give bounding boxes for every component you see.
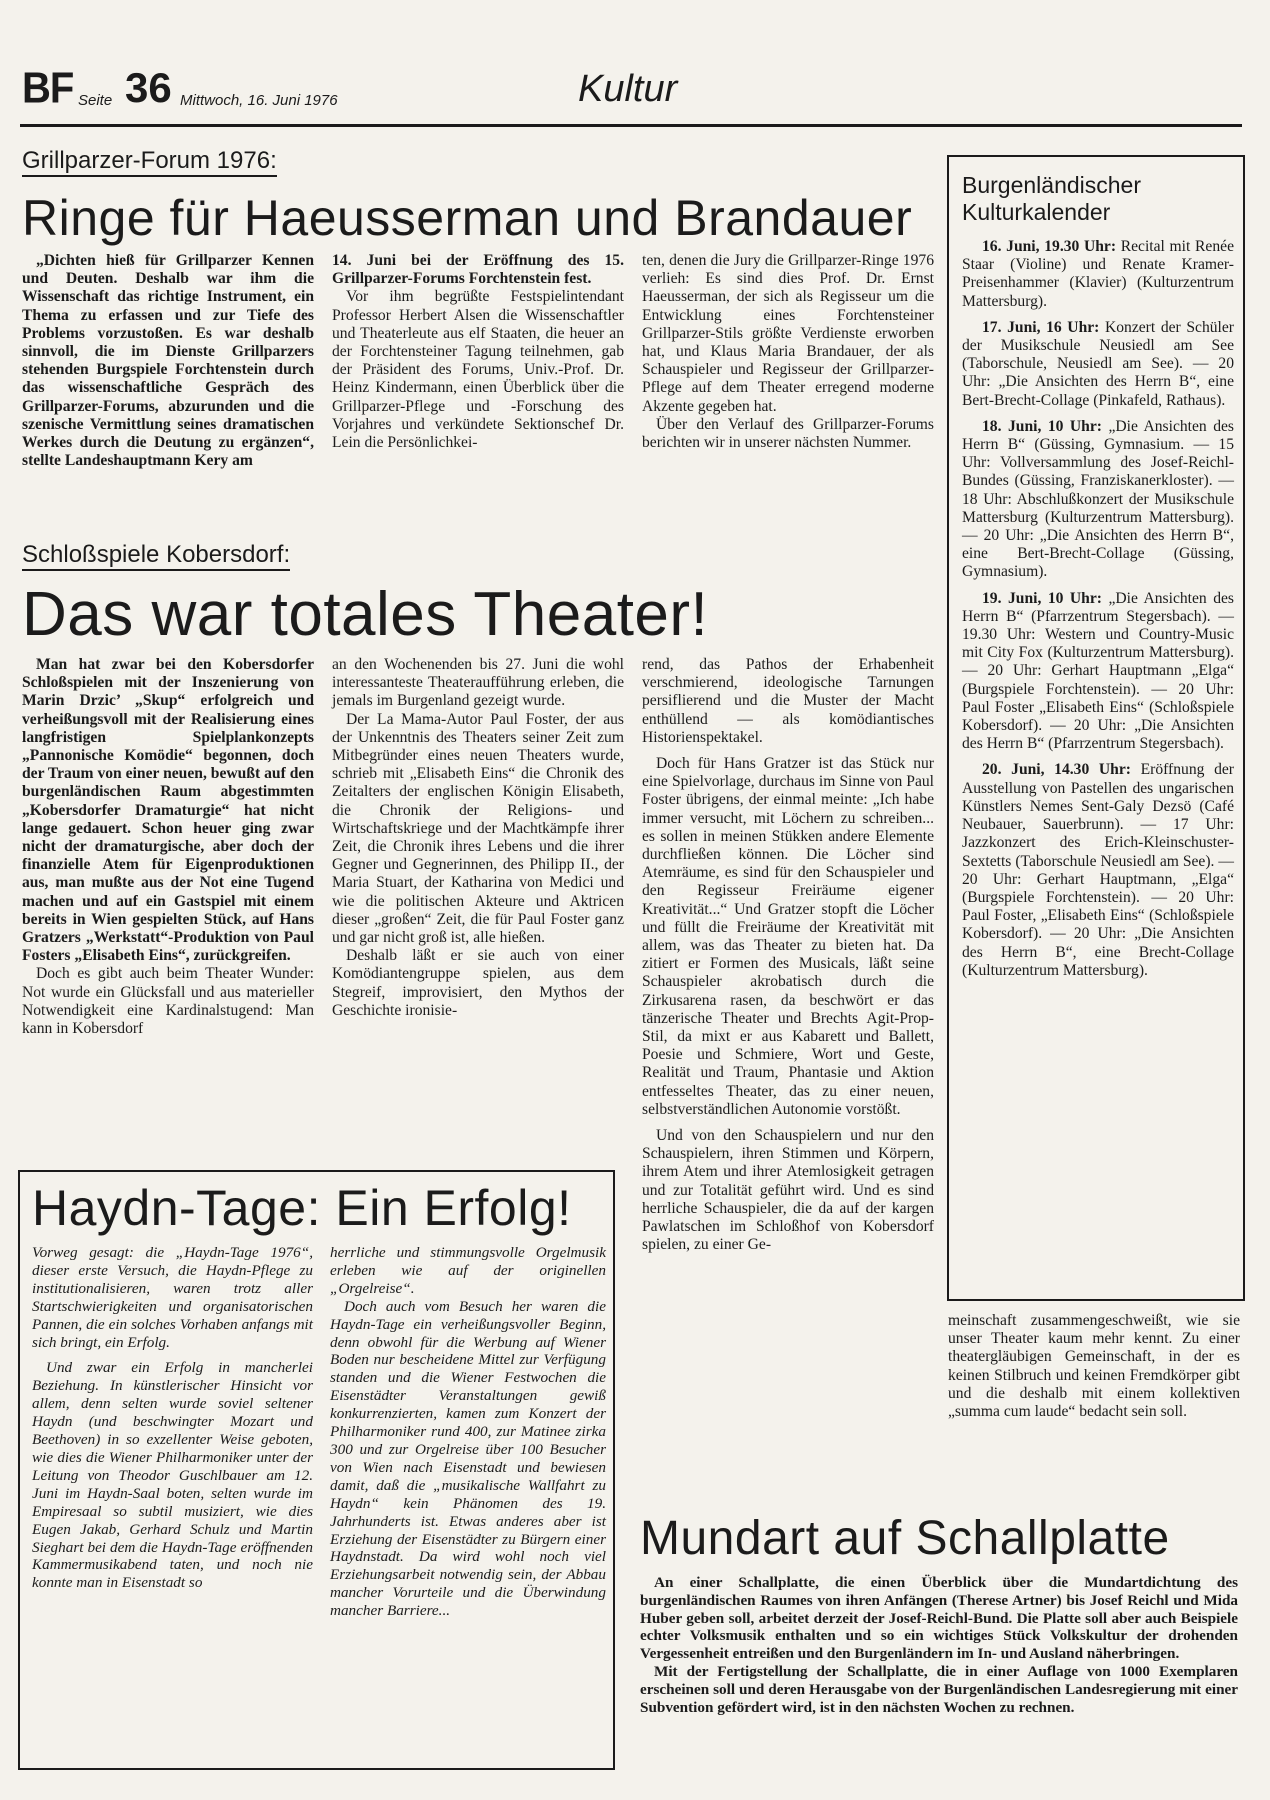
article2-column-1 (22, 656, 314, 1038)
article2-paragraph: Man hat zwar bei den Kobersdorfer Schloßspielen mit der Inszenierung von Marin Drzic’ „Skup“ erfolgreich und verheißungsvoll mit der Realisierung eines langfristigen Spielplankonzepts „Pannonische Komödie“ begonnen, doch der Traum von einer neuen, bewußt auf den burgenländischen Raum abgestimmten „Kobersdorfer Dramaturgie“ hat nicht lange gedauert. Schon heuer ging zwar nicht der dramaturgische, aber doch der finanzielle Atem für Eigenproduktionen aus, man mußte aus der Not eine Tugend machen und auf ein Gastspiel mit einem bereits in Wien gespielten Stück, auf Hans Gratzers „Werkstatt“-Produktion von Paul Fosters „Elisabeth Eins“, zurückgreifen. (22, 656, 314, 965)
mundart-paragraph: Mit der Fertigstellung der Schallplatte, die in einer Auflage von 1000 Exemplaren erscheinen soll und deren Herausgabe von der Burgenländischen Landesregierung mit einer Subvention gefördert wird, ist in den nächsten Wochen zu rechnen. (640, 1662, 1238, 1716)
newspaper-logo: BF (22, 64, 74, 113)
issue-date: Mittwoch, 16. Juni 1976 (180, 92, 338, 109)
kalender-entry (962, 590, 1234, 754)
article2-column-3 (642, 656, 934, 1255)
haydn-headline: Haydn-Tage: Ein Erfolg! (32, 1180, 572, 1236)
kalender-entry (962, 761, 1234, 979)
masthead-rule (20, 124, 1242, 127)
kalender-entry-text: Eröffnung der Ausstellung von Pastellen des ungarischen Künstlers Nemes Sent-Galy Dezsö (Café Neubauer, Sauerbrunn). — 17 Uhr: Jazzkonzert des Erich-Kleinschuster-Sextetts (Taborschule Neusiedl am See). — 20 Uhr: Gerhart Hauptmann, „Elga“ (Burgspiele Forchtenstein). — 20 Uhr: Paul Foster, „Elisabeth Eins“ (Schloßspiele Kobersdorf). — 20 Uhr: „Die Ansichten des Herrn B“, eine Brecht-Collage (Kulturzentrum Mattersburg). (962, 761, 1234, 979)
haydn-paragraph: Und zwar ein Erfolg in mancherlei Beziehung. In künstlerischer Hinsicht vor allem, denn selten wurde soviel seltener Haydn (und beschwingter Mozart und Beethoven) in so exzellenter Weise geboten, wie dies die Wiener Philharmoniker unter der Leitung von Theodor Guschlbauer am 12. Juni im Haydn-Saal boten, selten wurde im Empiresaal so subtil musiziert, wie dies Eugen Jakab, Gerhard Schulz und Martin Sieghart bei dem die Haydn-Tage eröffnenden Kammermusikabend taten, und noch nie konnte man in Eisenstadt so (32, 1359, 313, 1592)
kalender-entry (962, 238, 1234, 311)
article1-paragraph: 14. Juni bei der Eröffnung des 15. Grillparzer-Forums Forchtenstein fest. (332, 252, 624, 288)
article2-column-2 (332, 656, 624, 1020)
article1-paragraph: ten, denen die Jury die Grillparzer-Ringe 1976 verlieh: Es sind dies Prof. Dr. Ernst Haeusserman, der sich als Regisseur um die Entwicklung eines Forchtensteiner Grillparzer-Stils größte Verdienste erworben hat, und Klaus Maria Brandauer, der als Schauspieler und Regisseur der Grillparzer-Pflege auf dem Theater erregend moderne Akzente gegeben hat. (642, 252, 934, 415)
kalender-entry-text: Konzert der Schüler der Musikschule Neusiedl am See (Taborschule, Neusiedl am See). — 20 Uhr: „Die Ansichten des Herrn B“, eine Bert-Brecht-Collage (Pinkafeld, Rathaus). (962, 318, 1234, 409)
article1-kicker: Grillparzer-Forum 1976: (22, 148, 277, 177)
kalender-entry (962, 418, 1234, 582)
article1-column-3 (642, 252, 934, 452)
article1-paragraph: Über den Verlauf des Grillparzer-Forums berichten wir in unserer nächsten Nummer. (642, 415, 934, 452)
article2-kicker: Schloßspiele Kobersdorf: (22, 542, 290, 571)
article2-paragraph: Doch für Hans Gratzer ist das Stück nur eine Spielvorlage, durchaus im Sinne von Paul Foster übrigens, der einmal meinte: „Ich habe immer versucht, mit Löchern zu schreiben... es sollen in meinen Stükken andere Elemente durchfließen können. Die Löcher sind Atemräume, es sind für den Schauspieler und den Regisseur Freiräume eigener Kreativität...“ Und Gratzer stopft die Löcher und füllt die Freiräume der Kreativität mit allem, was das Theater zu bieten hat. Da zitiert er Formen des Musicals, läßt seine Schauspieler akrobatisch durch die Zirkusarena rasen, da beschwört er das tänzerische Theater und Brechts Agit-Prop-Stil, da mixt er aus Kabarett und Ballett, Poesie und Schmiere, Wort und Geste, Realität und Traum, Phantasie und Aktion entfesseltes Theater, das zu einer neuen, selbstverständlichen Autonomie vorstößt. (642, 755, 934, 1118)
mundart-body (640, 1574, 1238, 1716)
article1-column-2 (332, 252, 624, 452)
kalender-entry-text: „Die Ansichten des Herrn B“ (Pfarrzentrum Stegersbach). — 19.30 Uhr: Western und Country-Music mit City Fox (Kulturzentrum Mattersburg). — 20 Uhr: Gerhart Hauptmann „Elga“ (Burgspiele Forchtenstein). — 20 Uhr: Paul Foster „Elisabeth Eins“ (Schloßspiele Kobersdorf). — 20 Uhr: „Die Ansichten des Herrn B“ (Pfarrzentrum Stegersbach). (962, 589, 1234, 753)
section-title: Kultur (578, 68, 678, 110)
article1-column-1 (22, 252, 314, 470)
haydn-column-2 (330, 1244, 606, 1620)
article2-paragraph: Doch es gibt auch beim Theater Wunder: Not wurde ein Glücksfall und aus materieller Notwendigkeit eine Kardinalstugend: Man kann in Kobersdorf (22, 965, 314, 1038)
kalender-entry-text: „Die Ansichten des Herrn B“ (Güssing, Gymnasium. — 15 Uhr: Vollversammlung des Josef-Reichl-Bundes (Güssing, Franziskanerkloster). — 18 Uhr: Abschlußkonzert der Musikschule Mattersburg (Kulturzentrum Mattersburg). — 20 Uhr: „Die Ansichten des Herrn B“, eine Bert-Brecht-Collage (Güssing, Gymnasium). (962, 417, 1234, 581)
haydn-paragraph: herrliche und stimmungsvolle Orgelmusik erleben wie auf der originellen „Orgelreise“. (330, 1244, 606, 1297)
kalender-entry-date: 19. Juni, 10 Uhr: (982, 589, 1102, 607)
kulturkalender-list (962, 238, 1234, 988)
article2-paragraph: Und von den Schauspielern und nur den Schauspielern, ihren Stimmen und Körpern, ihrem Atem und ihrer Atemlosigkeit getragen und zur Totalität geführt wird. Und es sind herrliche Schauspieler, die da auf der kargen Pawlatschen im Schloßhof von Kobersdorf spielen, zu einer Ge- (642, 1127, 934, 1254)
kalender-entry (962, 319, 1234, 410)
page-label: Seite (78, 92, 113, 109)
haydn-paragraph: Vorweg gesagt: die „Haydn-Tage 1976“, dieser erste Versuch, die Haydn-Pflege zu institutionalisieren, waren trotz aller Startschwierigkeiten und organisatorischen Pannen, die ein solches Vorhaben anfangs mit sich bringt, ein Erfolg. (32, 1244, 313, 1351)
article2-column-4 (948, 1312, 1240, 1421)
kalender-entry-date: 20. Juni, 14.30 Uhr: (982, 761, 1131, 779)
kulturkalender-title: Burgenländischer Kulturkalender (962, 172, 1142, 225)
haydn-column-1 (32, 1244, 313, 1592)
article2-paragraph: Der La Mama-Autor Paul Foster, der aus der Unkenntnis des Theaters seiner Zeit zum Mitbegründer eines neuen Theaters wurde, schrieb mit „Elisabeth Eins“ die Chronik des Zeitalters der englischen Königin Elisabeth, die Chronik der Religions- und Wirtschaftskriege und der Machtkämpfe ihrer Zeit, die Chronik ihres Lebens und die ihrer Gegner und Gegnerinnen, des Philipp II., der Maria Stuart, der Katharina von Medici und wie die politischen Akteure und Aktricen dieser „großen“ Zeit, die für Paul Foster ganz und gar nicht groß ist, alle hießen. (332, 710, 624, 947)
article1-paragraph: Vor ihm begrüßte Festspielintendant Professor Herbert Alsen die Wissenschaftler und Theaterleute aus elf Staaten, die heuer an der Forchtensteiner Tagung teilnehmen, gab der Präsident des Forums, Univ.-Prof. Dr. Heinz Kindermann, einen Überblick über die Grillparzer-Pflege und -Forschung des Vorjahres und verkündete Sektionschef Dr. Lein die Persönlichkei- (332, 288, 624, 452)
article2-paragraph: Deshalb läßt er sie auch von einer Komödiantengruppe spielen, aus dem Stegreif, improvisiert, den Mythos der Geschichte ironisie- (332, 947, 624, 1019)
article2-paragraph: an den Wochenenden bis 27. Juni die wohl interessanteste Theateraufführung erleben, die jemals im Burgenland gezeigt wurde. (332, 656, 624, 710)
mundart-paragraph: An einer Schallplatte, die einen Überblick über die Mundartdichtung des burgenländischen Raumes von ihren Anfängen (Therese Artner) bis Josef Reichl und Mida Huber geben soll, arbeitet derzeit der Josef-Reichl-Bund. Die Platte soll aber auch Beispiele echter Volksmusik enthalten und so ein wichtiges Stück Volkskultur der drohenden Vergessenheit entreißen und den Burgenländern im In- und Ausland näherbringen. (640, 1574, 1238, 1663)
kalender-entry-date: 16. Juni, 19.30 Uhr: (982, 238, 1117, 255)
kalender-entry-text: Recital mit Renée Staar (Violine) und Renate Kramer-Preisenhammer (Klavier) (Kulturzentrum Mattersburg). (962, 238, 1234, 310)
article2-paragraph: rend, das Pathos der Erhabenheit verschmierend, ideologische Tarnungen persiflierend und die Muster der Macht enthüllend — als komödiantisches Historienspektakel. (642, 656, 934, 746)
article1-paragraph: „Dichten hieß für Grillparzer Kennen und Deuten. Deshalb war ihm die Wissenschaft das richtige Instrument, ein Thema zu erfassen und zur Tiefe des Problems vorzustoßen. Es war deshalb sinnvoll, die im Dienste Grillparzers stehenden Burgspiele Forchtenstein durch das wissenschaftliche Gespräch des Grillparzer-Forums, abzurunden und die szenische Vermittlung seines dramatischen Werkes durch die Deutung zu ergänzen“, stellte Landeshauptmann Kery am (22, 252, 314, 470)
haydn-paragraph: Doch auch vom Besuch her waren die Haydn-Tage ein verheißungsvoller Beginn, denn obwohl für die Werbung auf Wiener Boden nur bescheidene Mittel zur Verfügung standen und die Wiener Festwochen die Eisenstädter Veranstaltungen gewiß konkurrenzierten, kamen zum Konzert der Philharmoniker rund 400, zur Matinee zirka 300 und zur Orgelreise über 100 Besucher von Wien nach Eisenstadt und bewiesen damit, daß die „musikalische Wallfahrt zu Haydn“ kein Phänomen des 19. Jahrhunderts ist. Etwas anderes aber ist Erziehung der Eisenstädter zu Bürgern einer Haydnstadt. Da wird wohl noch viel Erziehungsarbeit notwendig sein, der Abbau mancher Vorurteile und die Überwindung mancher Barriere... (330, 1297, 606, 1620)
article2-headline: Das war totales Theater! (22, 580, 709, 649)
article2-paragraph: meinschaft zusammengeschweißt, wie sie unser Theater kaum mehr kennt. Zu einer theatergläubigen Gemeinschaft, in der es keinen Stilbruch und keinen Fremdkörper gibt und die deshalb mit einem kollektiven „summa cum laude“ bedacht sein soll. (948, 1312, 1240, 1421)
kalender-entry-date: 18. Juni, 10 Uhr: (982, 417, 1102, 435)
page-number: 36 (125, 64, 172, 111)
article1-headline: Ringe für Haeusserman und Brandauer (22, 190, 913, 246)
kalender-entry-date: 17. Juni, 16 Uhr: (982, 318, 1100, 336)
mundart-headline: Mundart auf Schallplatte (640, 1512, 1170, 1565)
